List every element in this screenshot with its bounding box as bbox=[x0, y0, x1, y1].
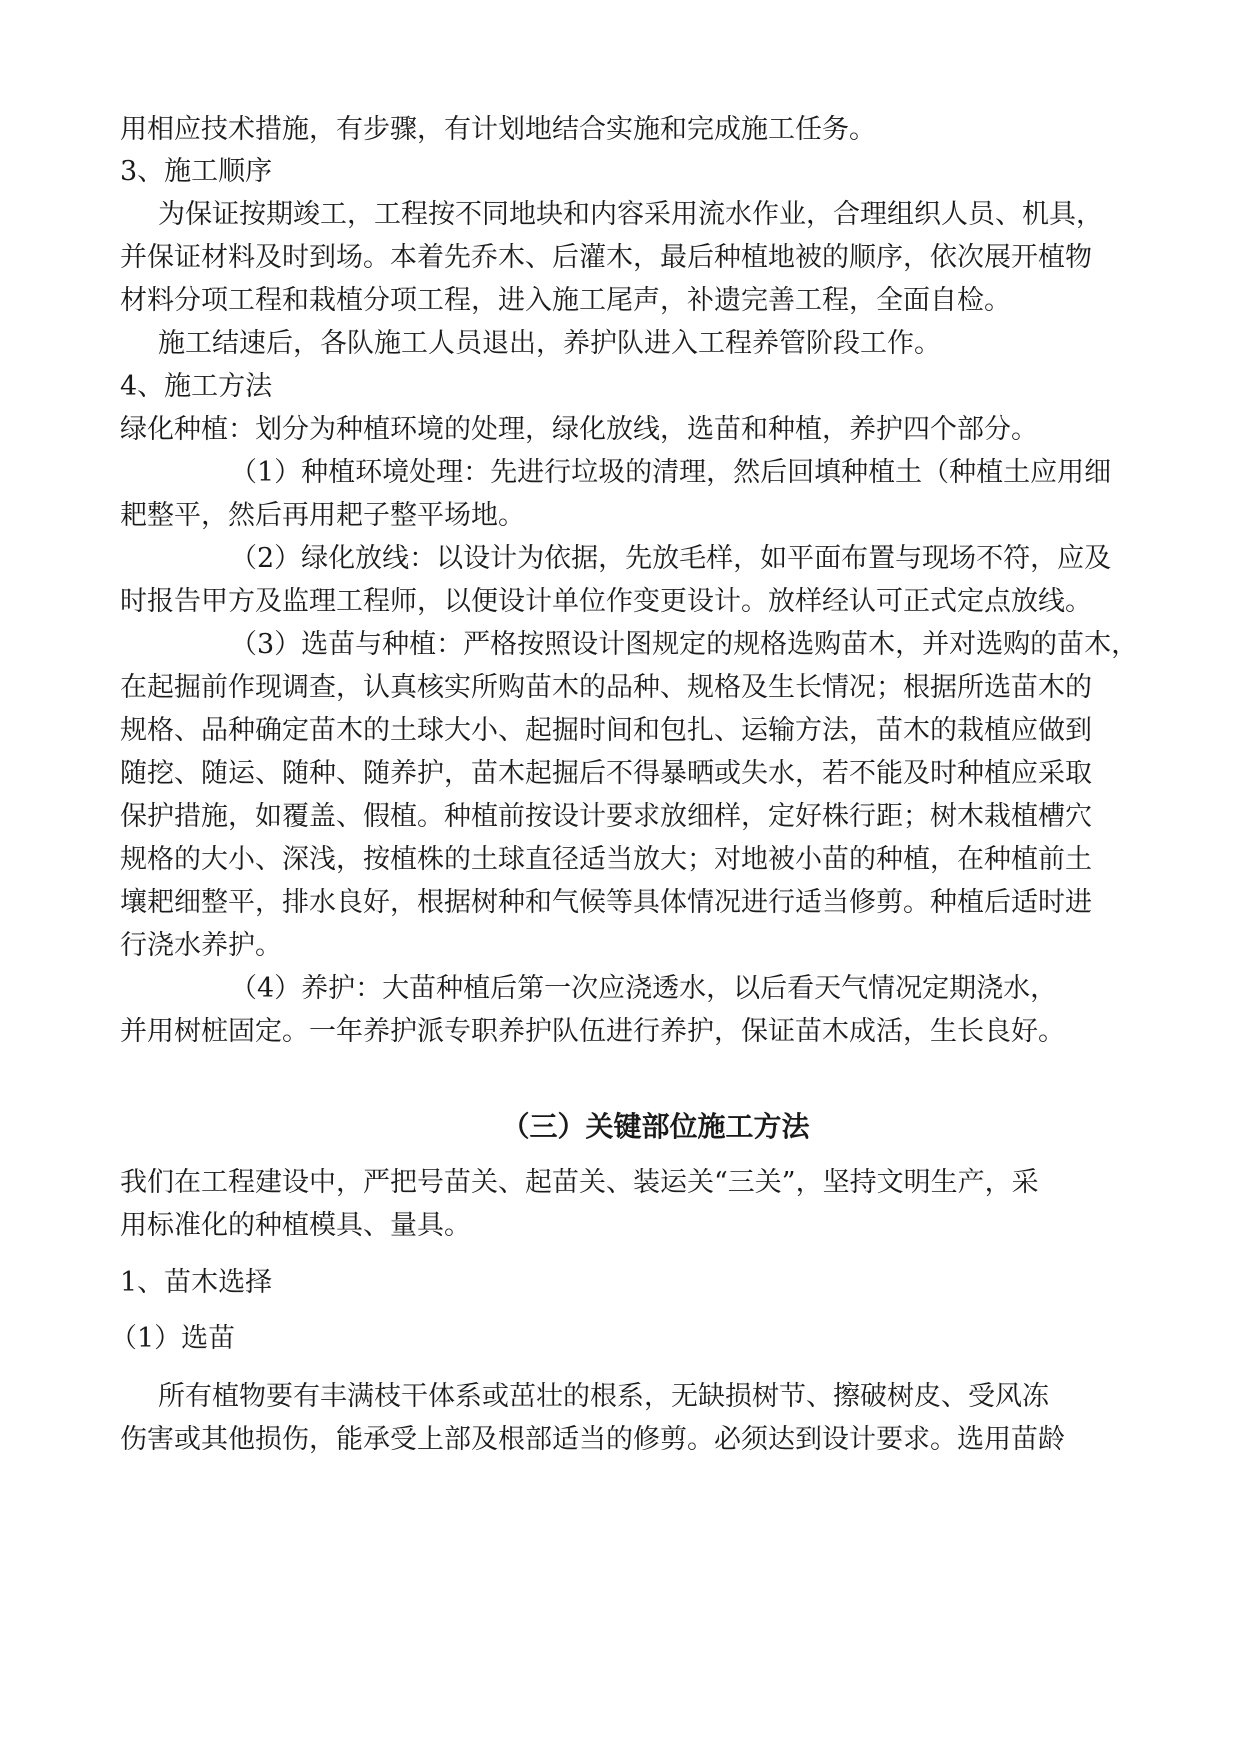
text-line: 为保证按期竣工，工程按不同地块和内容采用流水作业，合理组织人员、机具， bbox=[158, 199, 1103, 230]
text-line: 在起掘前作现调查，认真核实所购苗木的品种、规格及生长情况；根据所选苗木的 bbox=[120, 672, 1092, 703]
text-line: 规格的大小、深浅，按植株的土球直径适当放大；对地被小苗的种植，在种植前土 bbox=[120, 844, 1092, 875]
text-line: 材料分项工程和栽植分项工程，进入施工尾声，补遗完善工程，全面自检。 bbox=[120, 285, 1011, 316]
text-line: 施工结速后，各队施工人员退出，养护队进入工程养管阶段工作。 bbox=[158, 328, 941, 359]
list-item-1: （1）种植环境处理：先进行垃圾的清理，然后回填种植土（种植土应用细 bbox=[230, 457, 1112, 488]
text-line: 伤害或其他损伤，能承受上部及根部适当的修剪。必须达到设计要求。选用苗龄 bbox=[120, 1424, 1065, 1455]
section-heading-construction-method: 4、施工方法 bbox=[120, 371, 273, 402]
text-line: 时报告甲方及监理工程师，以便设计单位作变更设计。放样经认可正式定点放线。 bbox=[120, 586, 1092, 617]
text-line: 用相应技术措施，有步骤，有计划地结合实施和完成施工任务。 bbox=[120, 114, 876, 145]
text-line: 并用树桩固定。一年养护派专职养护队伍进行养护，保证苗木成活，生长良好。 bbox=[120, 1016, 1065, 1047]
list-item-4: （4）养护：大苗种植后第一次应浇透水，以后看天气情况定期浇水， bbox=[230, 973, 1058, 1004]
section-heading-construction-order: 3、施工顺序 bbox=[120, 156, 273, 187]
text-line: 保护措施，如覆盖、假植。种植前按设计要求放细样，定好株行距；树木栽植槽穴 bbox=[120, 801, 1092, 832]
text-line: 用标准化的种植模具、量具。 bbox=[120, 1210, 471, 1241]
text-line: 随挖、随运、随种、随养护，苗木起掘后不得暴晒或失水，若不能及时种植应采取 bbox=[120, 758, 1092, 789]
text-line: 耙整平，然后再用耙子整平场地。 bbox=[120, 500, 525, 531]
section-title-key-parts: （三）关键部位施工方法 bbox=[501, 1110, 810, 1143]
text-line: 规格、品种确定苗木的土球大小、起掘时间和包扎、运输方法，苗木的栽植应做到 bbox=[120, 715, 1092, 746]
text-line: 我们在工程建设中，严把号苗关、起苗关、装运关“三关”，坚持文明生产，采 bbox=[120, 1167, 1039, 1198]
text-line: 绿化种植：划分为种植环境的处理，绿化放线，选苗和种植，养护四个部分。 bbox=[120, 414, 1038, 445]
sub-heading-select-seedlings: （1）选苗 bbox=[110, 1323, 236, 1354]
text-line: 行浇水养护。 bbox=[120, 930, 282, 961]
text-line: 并保证材料及时到场。本着先乔木、后灌木，最后种植地被的顺序，依次展开植物 bbox=[120, 242, 1092, 273]
list-item-3: （3）选苗与种植：严格按照设计图规定的规格选购苗木，并对选购的苗木， bbox=[230, 629, 1139, 660]
text-line: 壤耙细整平，排水良好，根据树种和气候等具体情况进行适当修剪。种植后适时进 bbox=[120, 887, 1092, 918]
list-item-2: （2）绿化放线：以设计为依据，先放毛样，如平面布置与现场不符，应及 bbox=[230, 543, 1112, 574]
section-heading-seedling-selection: 1、苗木选择 bbox=[120, 1267, 273, 1298]
text-line: 所有植物要有丰满枝干体系或茁壮的根系，无缺损树节、擦破树皮、受风冻 bbox=[158, 1381, 1049, 1412]
